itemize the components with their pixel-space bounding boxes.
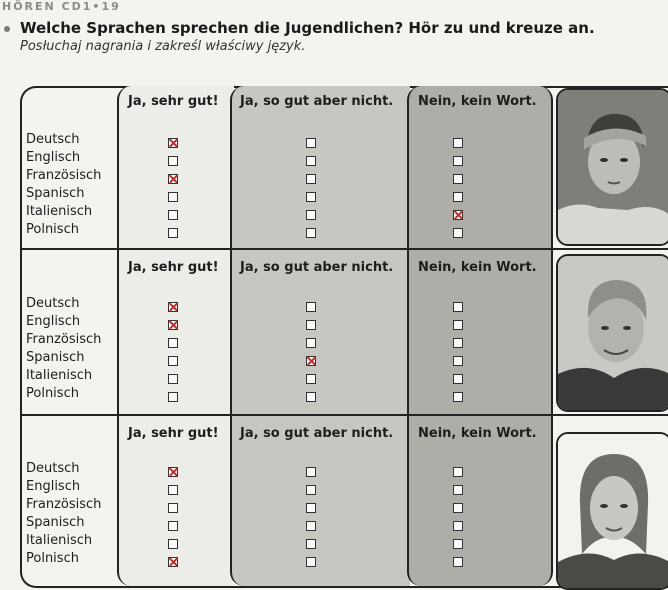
checkbox-very-good[interactable] <box>168 210 178 220</box>
language-label: Französisch <box>26 497 102 512</box>
section-label: HÖREN CD1•19 <box>2 0 121 13</box>
checkbox-not-so-good[interactable] <box>306 392 316 402</box>
language-label: Französisch <box>26 168 102 183</box>
checkbox-not-so-good[interactable] <box>306 485 316 495</box>
language-table <box>20 86 668 586</box>
checkbox-no-word[interactable] <box>453 192 463 202</box>
column-no-word-background <box>407 86 553 586</box>
checkbox-not-so-good[interactable] <box>306 210 316 220</box>
checkbox-no-word[interactable] <box>453 557 463 567</box>
checkbox-no-word[interactable] <box>453 374 463 384</box>
checkbox-not-so-good[interactable] <box>306 174 316 184</box>
checkbox-no-word[interactable] <box>453 485 463 495</box>
language-label: Polnisch <box>26 386 79 401</box>
checkbox-very-good[interactable] <box>168 374 178 384</box>
language-label: Englisch <box>26 314 81 329</box>
language-label: Deutsch <box>26 132 80 147</box>
language-label: Deutsch <box>26 461 80 476</box>
checkbox-very-good-checked[interactable] <box>168 174 178 184</box>
exercise-subtitle: Posłuchaj nagrania i zakreśl właściwy język. <box>20 39 306 54</box>
column-header-not-so-good: Ja, so gut aber nicht. <box>240 260 394 275</box>
checkbox-very-good[interactable] <box>168 356 178 366</box>
column-header-no-word: Nein, kein Wort. <box>418 94 537 109</box>
checkbox-very-good[interactable] <box>168 485 178 495</box>
row-divider <box>20 414 668 416</box>
language-label: Italienisch <box>26 204 93 219</box>
checkbox-no-word[interactable] <box>453 302 463 312</box>
checkbox-very-good-checked[interactable] <box>168 557 178 567</box>
checkbox-no-word[interactable] <box>453 467 463 477</box>
column-header-very-good: Ja, sehr gut! <box>128 260 219 275</box>
column-header-very-good: Ja, sehr gut! <box>128 94 219 109</box>
column-header-no-word: Nein, kein Wort. <box>418 260 537 275</box>
checkbox-no-word[interactable] <box>453 338 463 348</box>
checkbox-not-so-good[interactable] <box>306 338 316 348</box>
bullet-icon <box>4 26 10 32</box>
exercise-title: Welche Sprachen sprechen die Jugendlichen? Hör zu und kreuze an. <box>20 19 595 37</box>
checkbox-not-so-good[interactable] <box>306 539 316 549</box>
checkbox-no-word[interactable] <box>453 356 463 366</box>
checkbox-not-so-good[interactable] <box>306 467 316 477</box>
checkbox-not-so-good[interactable] <box>306 192 316 202</box>
checkbox-very-good[interactable] <box>168 338 178 348</box>
checkbox-no-word[interactable] <box>453 174 463 184</box>
checkbox-very-good[interactable] <box>168 192 178 202</box>
checkbox-no-word[interactable] <box>453 156 463 166</box>
checkbox-very-good-checked[interactable] <box>168 320 178 330</box>
checkbox-not-so-good[interactable] <box>306 302 316 312</box>
checkbox-very-good[interactable] <box>168 392 178 402</box>
language-label: Spanisch <box>26 186 85 201</box>
checkbox-not-so-good[interactable] <box>306 228 316 238</box>
language-label: Italienisch <box>26 368 93 383</box>
language-label: Italienisch <box>26 533 93 548</box>
checkbox-very-good[interactable] <box>168 539 178 549</box>
checkbox-not-so-good[interactable] <box>306 557 316 567</box>
checkbox-not-so-good[interactable] <box>306 374 316 384</box>
teenager-photo-1 <box>556 88 668 246</box>
checkbox-very-good[interactable] <box>168 503 178 513</box>
language-label: Polnisch <box>26 551 79 566</box>
checkbox-no-word[interactable] <box>453 392 463 402</box>
checkbox-no-word-checked[interactable] <box>453 210 463 220</box>
checkbox-no-word[interactable] <box>453 503 463 513</box>
checkbox-not-so-good[interactable] <box>306 138 316 148</box>
column-header-very-good: Ja, sehr gut! <box>128 426 219 441</box>
checkbox-very-good[interactable] <box>168 521 178 531</box>
language-label: Englisch <box>26 150 81 165</box>
checkbox-no-word[interactable] <box>453 521 463 531</box>
row-divider <box>20 248 668 250</box>
checkbox-very-good[interactable] <box>168 228 178 238</box>
language-label: Französisch <box>26 332 102 347</box>
checkbox-very-good-checked[interactable] <box>168 302 178 312</box>
checkbox-not-so-good[interactable] <box>306 503 316 513</box>
checkbox-very-good-checked[interactable] <box>168 138 178 148</box>
checkbox-very-good-checked[interactable] <box>168 467 178 477</box>
language-label: Englisch <box>26 479 81 494</box>
language-label: Polnisch <box>26 222 79 237</box>
language-label: Spanisch <box>26 350 85 365</box>
checkbox-not-so-good-checked[interactable] <box>306 356 316 366</box>
column-not-so-good-background <box>230 86 410 586</box>
checkbox-no-word[interactable] <box>453 138 463 148</box>
checkbox-very-good[interactable] <box>168 156 178 166</box>
column-header-no-word: Nein, kein Wort. <box>418 426 537 441</box>
language-label: Deutsch <box>26 296 80 311</box>
teenager-photo-3 <box>556 432 668 590</box>
checkbox-no-word[interactable] <box>453 320 463 330</box>
checkbox-not-so-good[interactable] <box>306 521 316 531</box>
checkbox-no-word[interactable] <box>453 228 463 238</box>
checkbox-not-so-good[interactable] <box>306 156 316 166</box>
language-label: Spanisch <box>26 515 85 530</box>
column-header-not-so-good: Ja, so gut aber nicht. <box>240 426 394 441</box>
teenager-photo-2 <box>556 254 668 412</box>
checkbox-no-word[interactable] <box>453 539 463 549</box>
checkbox-not-so-good[interactable] <box>306 320 316 330</box>
column-header-not-so-good: Ja, so gut aber nicht. <box>240 94 394 109</box>
